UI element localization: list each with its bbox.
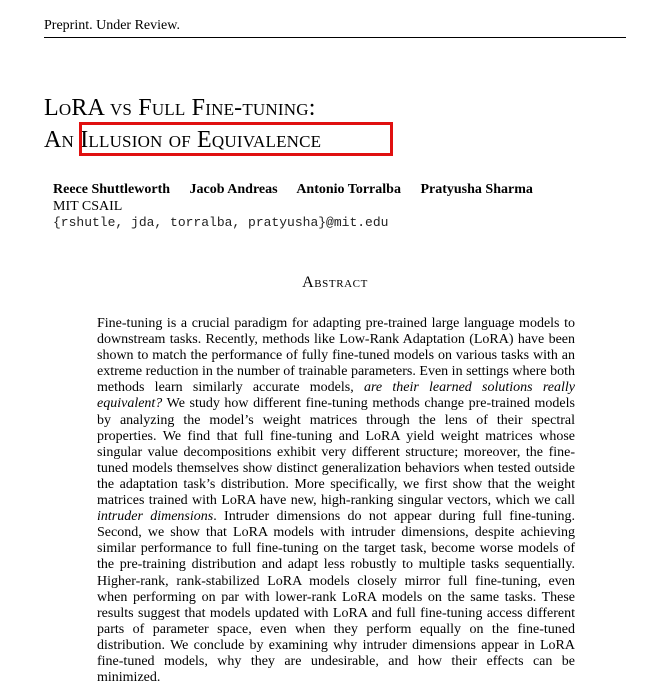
author-name: Antonio Torralba <box>296 182 401 197</box>
abstract-term: intruder dimensions <box>97 509 214 525</box>
header-rule <box>44 37 626 38</box>
author-name: Jacob Andreas <box>189 182 278 197</box>
affiliation: MIT CSAIL <box>53 199 123 214</box>
abstract-text-2: We study how different fine-tuning methods change pre-trained models by analyzing the model’s weight matrices through the lens of their spectral properties. We find that full fine-tuning and LoRA yield weight matrices whose singular value decompositions exhibit very different structure; moreover, the fine-tuned models themselves show distinct generalization behaviors when tested outside the adaptation task’s distribution. More specifically, we first show that the weight matrices trained with LoRA have new, high-ranking singular vectors, which we call <box>97 396 575 509</box>
author-name: Pratyusha Sharma <box>420 182 533 197</box>
title-line-1: LoRA vs Full Fine-tuning: <box>44 95 316 121</box>
author-name: Reece Shuttleworth <box>53 182 171 197</box>
abstract-question: are their learned solutions really equivalent? <box>97 380 575 412</box>
author-emails: {rshutle, jda, torralba, pratyusha}@mit.edu <box>53 215 389 230</box>
highlight-box <box>79 122 393 156</box>
author-list <box>53 182 549 198</box>
abstract-heading: Abstract <box>302 274 368 291</box>
abstract-text-3: . Intruder dimensions do not appear during full fine-tuning. Second, we show that LoRA models with intruder dimensions, despite achieving similar performance to full fine-tuning on the target task, become worse models of the pre-training distribution and adapt less robustly to multiple tasks sequentially. Higher-rank, rank-stabilized LoRA models closely mirror full fine-tuning, even when performing on par with lower-rank LoRA models on the same tasks. These results suggest that models updated with LoRA and full fine-tuning access different parts of parameter space, even when they perform equally on the fine-tuned distribution. We conclude by examining why intruder dimensions appear in LoRA fine-tuned models, why they are undesirable, and how their effects can be minimized. <box>97 509 576 686</box>
abstract-body <box>97 316 575 686</box>
title-line-2-prefix: An <box>44 127 81 153</box>
header-note: Preprint. Under Review. <box>44 18 180 33</box>
abstract-text-1: Fine-tuning is a crucial paradigm for adapting pre-trained large language models to downstream tasks. Recently, methods like Low-Rank Adaptation (LoRA) have been shown to match the performance of fully fine-tuned models on various tasks with an extreme reduction in the number of trainable parameters. Even in settings where both methods learn similarly accurate models, <box>97 316 575 396</box>
title-highlighted-text: Illusion of Equivalence <box>80 127 322 153</box>
